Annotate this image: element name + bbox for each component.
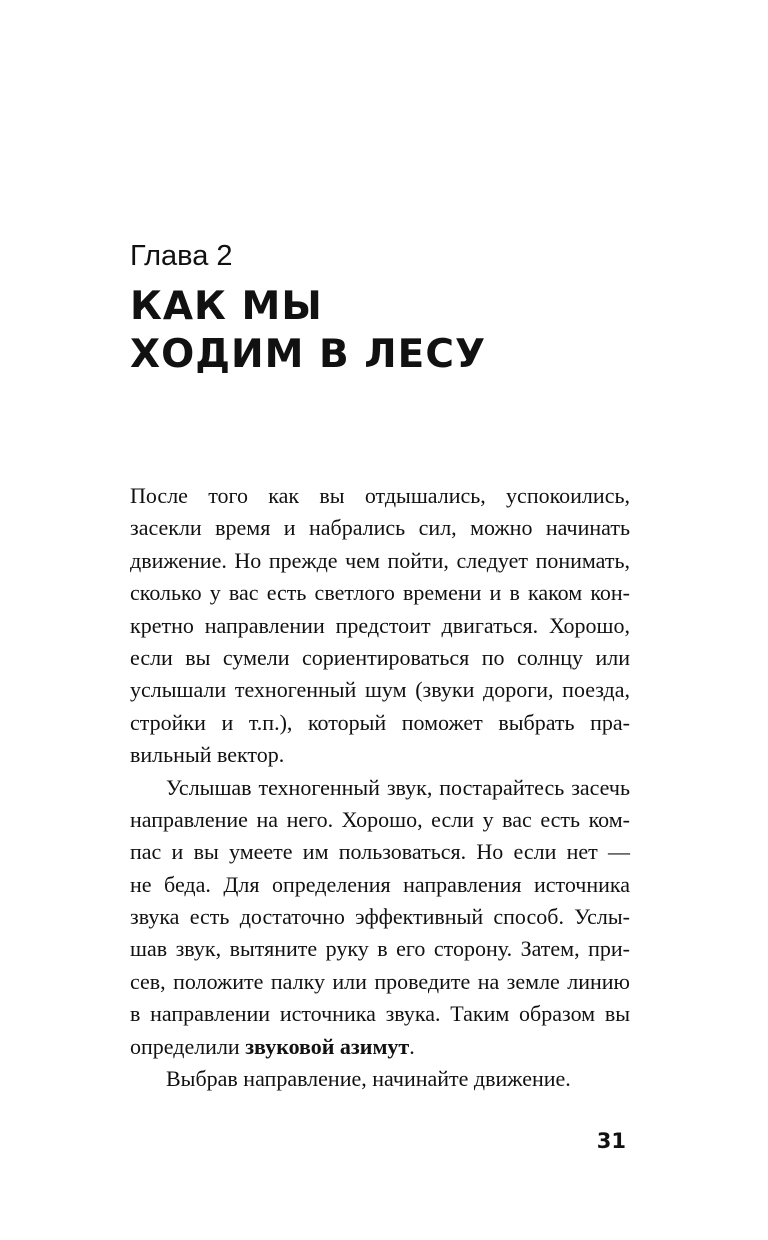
paragraph-2-line: Услышав техногенный звук, постарайтесь засечь	[166, 774, 630, 800]
page-number: 31	[596, 1129, 626, 1153]
key-term: звуковой азимут	[245, 1033, 410, 1059]
paragraph-1-line: если вы сумели сориентироваться по солнцу или	[130, 644, 630, 670]
paragraph-2-line: не беда. Для определения направления источника	[130, 871, 630, 897]
paragraph-2-line: шав звук, вытяните руку в его сторону. Затем, при-	[130, 936, 630, 962]
paragraph-1-line: кретно направлении предстоит двигаться. Хорошо,	[130, 612, 630, 638]
paragraph-2-line: в направлении источника звука. Таким образом вы	[130, 1001, 630, 1027]
paragraph-2-last-line-suffix: .	[409, 1033, 415, 1059]
chapter-title	[130, 283, 486, 379]
paragraph-3-line: Выбрав направление, начинайте движение.	[166, 1066, 571, 1092]
paragraph-1-line: После того как вы отдышались, успокоились,	[130, 483, 630, 508]
paragraph-2-last-line	[130, 1031, 630, 1063]
paragraph-1-line: засекли время и набрались сил, можно начинать	[130, 515, 630, 541]
paragraph-1-line: стройки и т.п.), который поможет выбрать пра-	[130, 709, 630, 735]
chapter-title-line: ХОДИМ В ЛЕСУ	[130, 332, 487, 377]
chapter-title-line: КАК МЫ	[130, 284, 323, 329]
chapter-label: Глава 2	[130, 240, 233, 272]
paragraph-1-line: услышали техногенный шум (звуки дороги, поезда,	[130, 677, 630, 703]
body-text	[130, 480, 630, 1095]
paragraph-2-line: направление на него. Хорошо, если у вас есть ком-	[130, 806, 630, 832]
paragraph-1-line: вильный вектор.	[130, 742, 285, 768]
paragraph-1-line: сколько у вас есть светлого времени и в каком кон-	[130, 580, 630, 606]
paragraph-2-line: пас и вы умеете им пользоваться. Но если нет —	[130, 839, 630, 865]
paragraph-2-line: сев, положите палку или проведите на земле линию	[130, 968, 630, 994]
paragraph-2-last-line-prefix: определили	[130, 1033, 246, 1059]
paragraph-2-line: звука есть достаточно эффективный способ. Услы-	[130, 904, 630, 930]
paragraph-1-line: движение. Но прежде чем пойти, следует понимать,	[130, 547, 630, 573]
